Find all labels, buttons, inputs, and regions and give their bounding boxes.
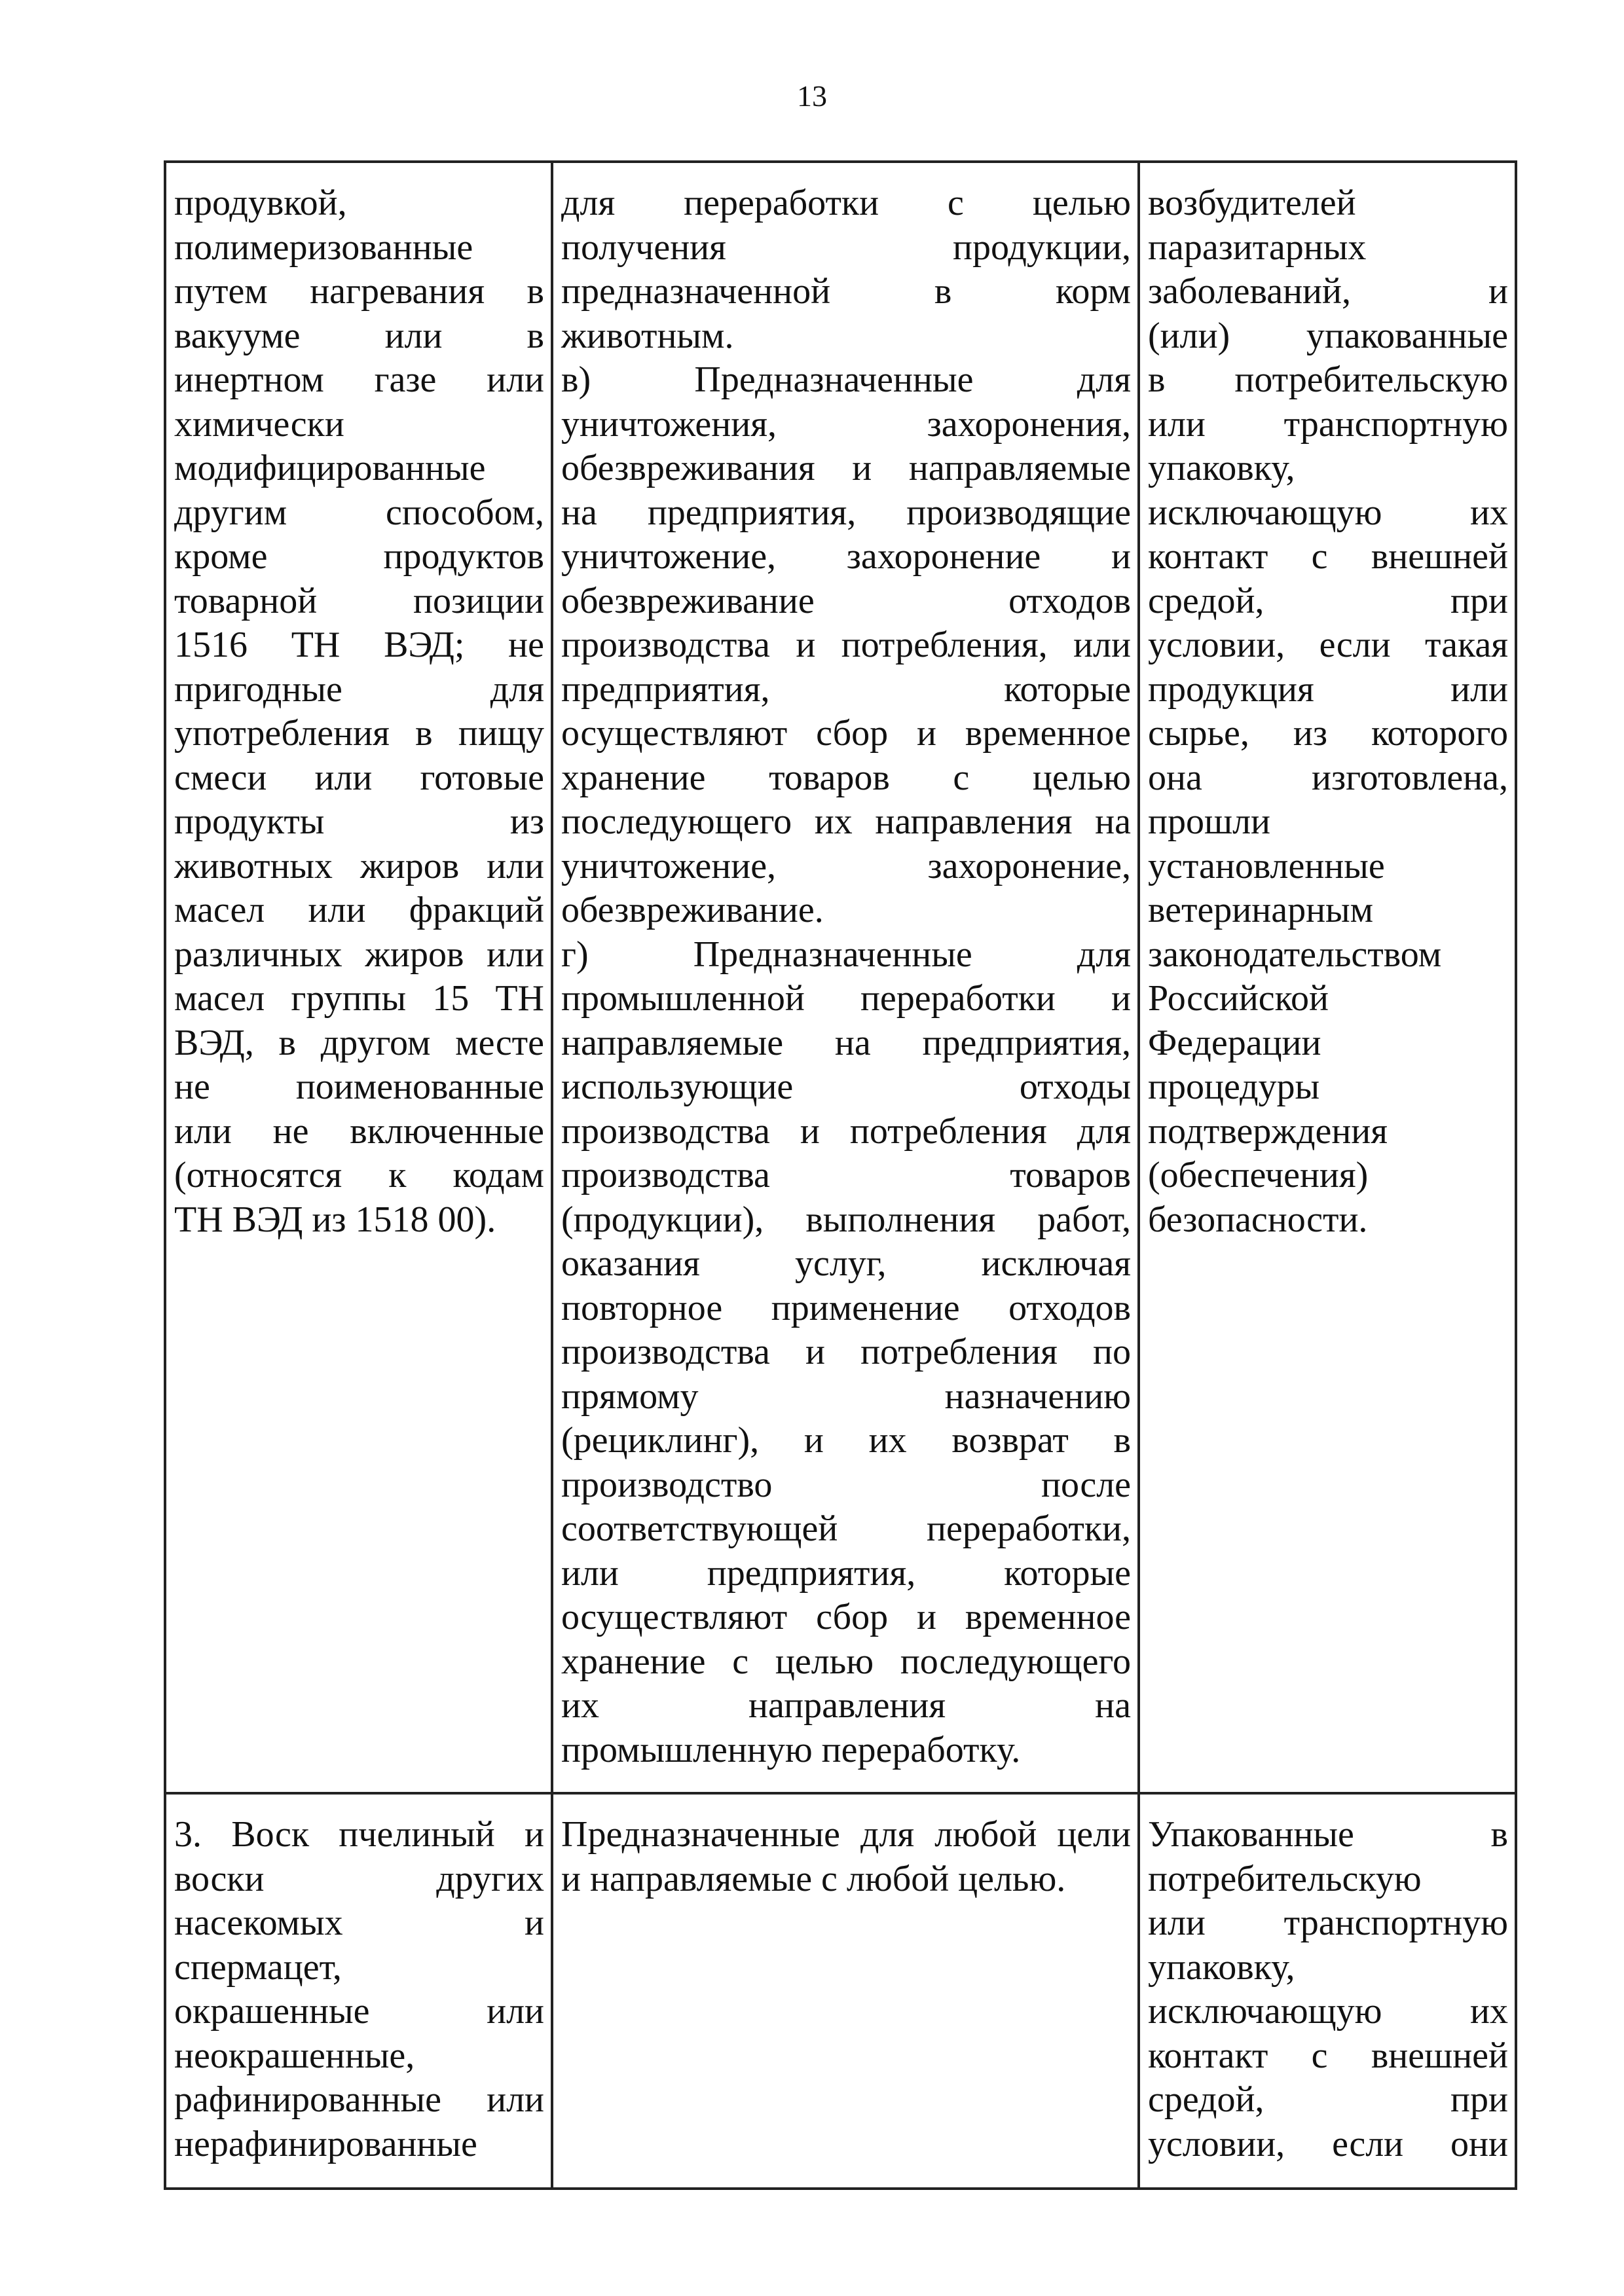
text-line: и направляемые с любой целью. — [561, 1858, 1066, 1899]
text-line: продукция или — [1148, 668, 1508, 710]
text-line: масел группы 15 ТН — [174, 978, 544, 1019]
text-line: исключающую их — [1148, 492, 1508, 533]
text-line: или предприятия, которые — [561, 1552, 1131, 1594]
text-line: подтверждения — [1148, 1110, 1388, 1152]
text-line: условии, если они — [1148, 2123, 1508, 2164]
text-line: 3. Воск пчелиный и — [174, 1814, 544, 1855]
text-line: Предназначенные для любой цели — [561, 1814, 1131, 1855]
regulation-table — [164, 160, 1517, 2190]
text-line: (обеспечения) — [1148, 1155, 1369, 1195]
text-line: упаковку, — [1148, 1946, 1295, 1988]
text-line: сырье, из которого — [1148, 713, 1508, 754]
text-line: для переработки с целью — [561, 183, 1131, 223]
page-number: 13 — [797, 79, 827, 113]
cell-text — [174, 1813, 544, 2166]
text-line: полимеризованные — [174, 227, 473, 268]
cell-text — [561, 181, 1131, 1772]
text-line: неокрашенные, — [174, 2035, 415, 2076]
text-line: установленные — [1148, 845, 1385, 886]
text-line: обезвреживание отходов — [561, 580, 1131, 621]
text-line: предприятия, которые — [561, 668, 1131, 710]
text-line: прямому назначению — [561, 1376, 1131, 1417]
text-line: нерафинированные — [174, 2123, 477, 2164]
text-line: контакт с внешней — [1148, 2035, 1508, 2076]
text-line: хранение товаров с целью — [561, 757, 1131, 798]
text-line: заболеваний, и — [1148, 271, 1508, 312]
text-line: предназначенной в корм — [561, 271, 1131, 312]
text-line: (или) упакованные — [1148, 315, 1508, 356]
text-line: другим способом, — [174, 492, 544, 533]
text-line: получения продукции, — [561, 227, 1131, 268]
text-line: промышленной переработки и — [561, 978, 1131, 1019]
table-cell-conditions — [1139, 162, 1516, 1793]
cell-text — [1148, 181, 1508, 1242]
text-line: процедуры — [1148, 1066, 1320, 1107]
text-line: контакт с внешней — [1148, 536, 1508, 577]
text-line: ТН ВЭД из 1518 00). — [174, 1199, 496, 1240]
text-line: употребления в пищу — [174, 713, 544, 754]
text-line: повторное применение отходов — [561, 1287, 1131, 1328]
text-line: (продукции), выполнения работ, — [561, 1199, 1131, 1240]
text-line: на предприятия, производящие — [561, 492, 1131, 533]
text-line: возбудителей — [1148, 183, 1356, 223]
text-line: производства и потребления по — [561, 1332, 1131, 1372]
text-line: путем нагревания в — [174, 271, 544, 312]
text-line: рафинированные или — [174, 2079, 544, 2120]
text-line: хранение с целью последующего — [561, 1641, 1131, 1682]
text-line: производства и потребления для — [561, 1110, 1131, 1152]
text-line: пригодные для — [174, 668, 544, 710]
cell-text — [1148, 1813, 1508, 2166]
text-line: продувкой, — [174, 183, 347, 223]
text-line: (рециклинг), и их возврат в — [561, 1420, 1131, 1461]
text-line: или транспортную — [1148, 1903, 1508, 1943]
text-line: различных жиров или — [174, 934, 544, 975]
text-line: осуществляют сбор и временное — [561, 1597, 1131, 1637]
text-line: безопасности. — [1148, 1199, 1368, 1240]
text-line: химически — [174, 403, 344, 445]
text-line: средой, при — [1148, 2079, 1508, 2120]
text-line: насекомых и — [174, 1903, 544, 1943]
text-line: уничтожение, захоронение, — [561, 845, 1131, 886]
text-line: уничтожения, захоронения, — [561, 403, 1131, 445]
table-cell-purpose — [552, 162, 1139, 1793]
table-row — [165, 162, 1516, 1793]
text-line: (относятся к кодам — [174, 1155, 544, 1195]
text-line: она изготовлена, — [1148, 757, 1508, 798]
text-line: осуществляют сбор и временное — [561, 713, 1131, 754]
text-line: животным. — [561, 315, 734, 356]
text-line: в потребительскую — [1148, 359, 1508, 400]
text-line: упаковку, — [1148, 448, 1295, 488]
text-line: производства и потребления, или — [561, 625, 1131, 665]
text-line: продукты из — [174, 801, 544, 842]
text-line: спермацет, — [174, 1946, 342, 1988]
text-line: потребительскую — [1148, 1858, 1422, 1899]
text-line: или транспортную — [1148, 403, 1508, 445]
text-line: условии, если такая — [1148, 625, 1508, 665]
text-line: ВЭД, в другом месте — [174, 1022, 544, 1063]
text-line: инертном газе или — [174, 359, 544, 400]
text-line: средой, при — [1148, 580, 1508, 621]
table-cell-conditions — [1139, 1793, 1516, 2189]
text-line: исключающую их — [1148, 1991, 1508, 2032]
text-line: законодательством — [1148, 934, 1442, 975]
cell-text — [561, 1813, 1131, 1901]
text-line: кроме продуктов — [174, 536, 544, 577]
text-line: 1516 ТН ВЭД; не — [174, 625, 544, 665]
text-line: производства товаров — [561, 1155, 1131, 1195]
text-line: или не включенные — [174, 1110, 544, 1152]
text-line: производство после — [561, 1464, 1131, 1505]
text-line: товарной позиции — [174, 580, 544, 621]
text-line: соответствующей переработки, — [561, 1508, 1131, 1549]
text-line: Упакованные в — [1148, 1814, 1508, 1855]
text-line: смеси или готовые — [174, 757, 544, 798]
table-cell-product-description — [165, 162, 552, 1793]
text-line: Федерации — [1148, 1022, 1321, 1063]
text-line: их направления на — [561, 1685, 1131, 1726]
table-row — [165, 1793, 1516, 2189]
text-line: не поименованные — [174, 1066, 544, 1107]
text-line: в) Предназначенные для — [561, 359, 1131, 400]
text-line: обезвреживания и направляемые — [561, 448, 1131, 488]
text-line: животных жиров или — [174, 845, 544, 886]
text-line: масел или фракций — [174, 890, 544, 930]
text-line: прошли — [1148, 801, 1271, 842]
table-cell-product-description — [165, 1793, 552, 2189]
text-line: вакууме или в — [174, 315, 544, 356]
text-line: воски других — [174, 1858, 544, 1899]
text-line: последующего их направления на — [561, 801, 1131, 842]
text-line: использующие отходы — [561, 1066, 1131, 1107]
text-line: окрашенные или — [174, 1991, 544, 2032]
text-line: промышленную переработку. — [561, 1729, 1021, 1770]
text-line: уничтожение, захоронение и — [561, 536, 1131, 577]
text-line: Российской — [1148, 978, 1329, 1019]
text-line: обезвреживание. — [561, 890, 824, 930]
text-line: направляемые на предприятия, — [561, 1022, 1131, 1063]
text-line: модифицированные — [174, 448, 486, 488]
text-line: ветеринарным — [1148, 890, 1374, 930]
cell-text — [174, 181, 544, 1242]
table-cell-purpose — [552, 1793, 1139, 2189]
text-line: паразитарных — [1148, 227, 1367, 268]
text-line: оказания услуг, исключая — [561, 1243, 1131, 1284]
text-line: г) Предназначенные для — [561, 934, 1131, 975]
